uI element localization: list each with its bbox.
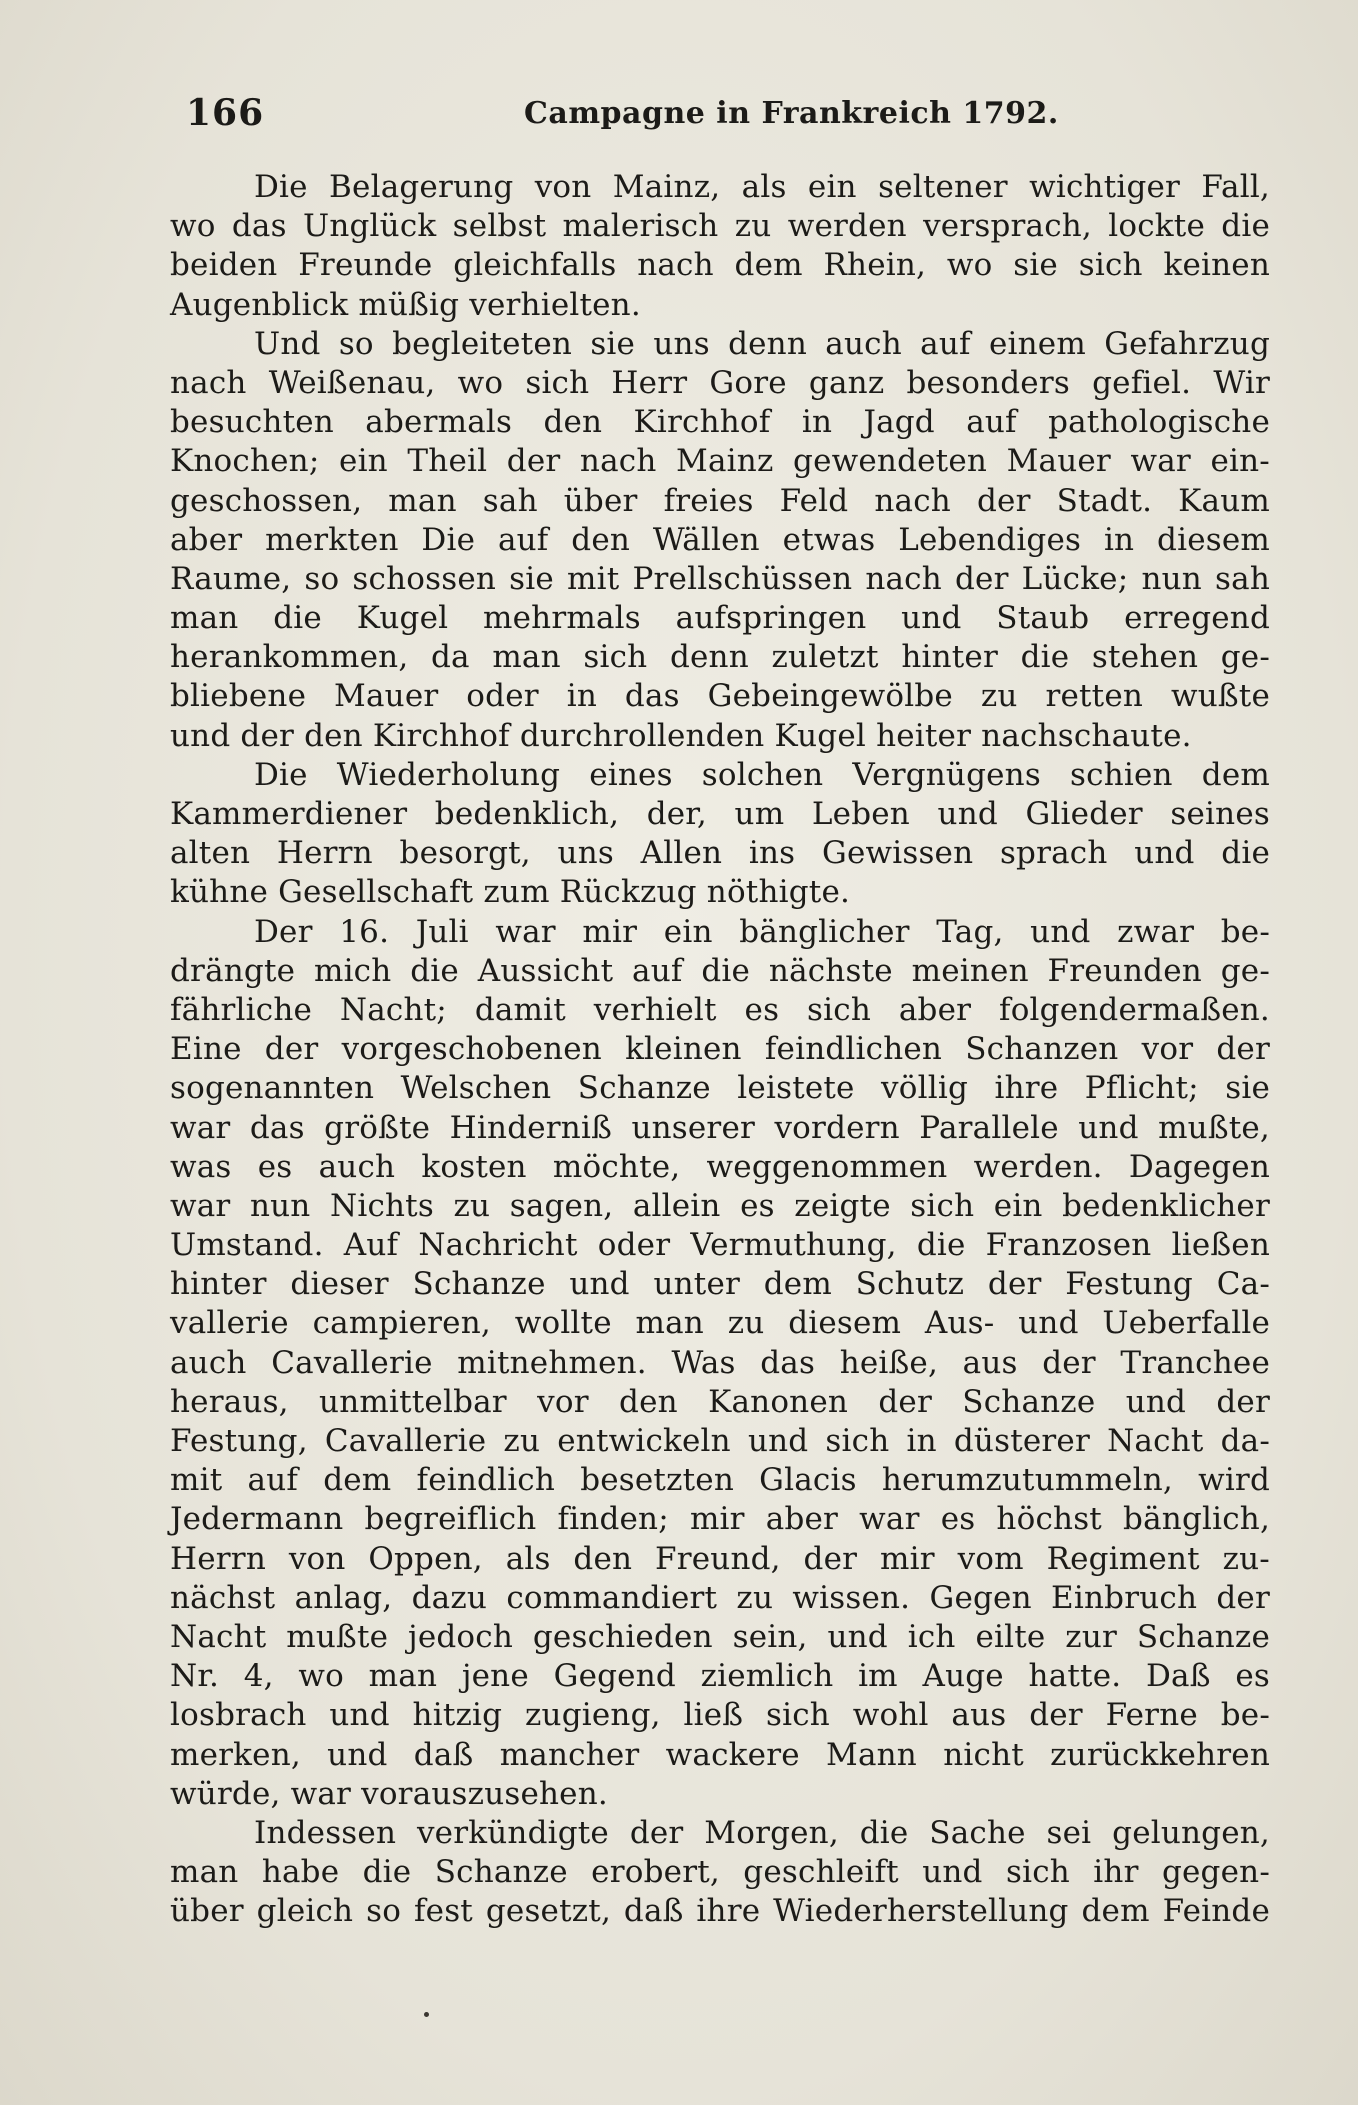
text-line: Die Wiederholung eines solchen Vergnügens schien dem	[254, 756, 1270, 793]
text-line: Nacht mußte jedoch geschieden sein, und ich eilte zur Schanze	[170, 1618, 1270, 1655]
text-line: herankommen, da man sich denn zuletzt hinter die stehen ge-	[170, 639, 1270, 676]
text-line: beiden Freunde gleichfalls nach dem Rhein, wo sie sich keinen	[170, 247, 1270, 284]
text-line: wo das Unglück selbst malerisch zu werden versprach, lockte die	[170, 208, 1270, 245]
text-line: war das größte Hinderniß unserer vordern Parallele und mußte,	[170, 1109, 1270, 1146]
text-line: Indessen verkündigte der Morgen, die Sache sei gelungen,	[254, 1814, 1270, 1851]
text-line: drängte mich die Aussicht auf die nächste meinen Freunden ge-	[170, 952, 1270, 989]
text-line: Und so begleiteten sie uns denn auch auf einem Gefahrzug	[254, 325, 1270, 362]
page-header	[186, 92, 1266, 136]
text-line: besuchten abermals den Kirchhof in Jagd auf pathologische	[170, 404, 1270, 441]
text-line: bliebene Mauer oder in das Gebeingewölbe zu retten wußte	[170, 678, 1270, 715]
text-line: würde, war vorauszusehen.	[170, 1775, 608, 1812]
text-line: nächst anlag, dazu commandiert zu wissen. Gegen Einbruch der	[170, 1579, 1270, 1616]
text-line: und der den Kirchhof durchrollenden Kugel heiter nachschaute.	[170, 717, 1192, 754]
text-line: man habe die Schanze erobert, geschleift und sich ihr gegen-	[170, 1854, 1270, 1891]
text-line: Kammerdiener bedenklich, der, um Leben und Glieder seines	[170, 796, 1270, 832]
paragraph	[170, 913, 1270, 1814]
text-line: Herrn von Oppen, als den Freund, der mir vom Regiment zu-	[170, 1540, 1270, 1577]
running-head: Campagne in Frankreich 1792.	[524, 96, 1059, 131]
text-line: man die Kugel mehrmals aufspringen und Staub erregend	[170, 600, 1270, 637]
text-line: Der 16. Juli war mir ein bänglicher Tag, und zwar be-	[254, 913, 1270, 950]
paragraph	[170, 168, 1270, 325]
text-line: alten Herrn besorgt, uns Allen ins Gewissen sprach und die	[170, 835, 1270, 872]
text-line: vallerie campieren, wollte man zu diesem Aus- und Ueberfalle	[170, 1305, 1270, 1342]
text-line: losbrach und hitzig zugieng, ließ sich wohl aus der Ferne be-	[170, 1697, 1270, 1734]
text-line: sogenannten Welschen Schanze leistete völlig ihre Pflicht; sie	[170, 1070, 1270, 1107]
text-line: merken, und daß mancher wackere Mann nicht zurückkehren	[170, 1736, 1270, 1773]
text-line: was es auch kosten möchte, weggenommen werden. Dagegen	[170, 1148, 1270, 1185]
text-line: hinter dieser Schanze und unter dem Schutz der Festung Ca-	[170, 1266, 1270, 1303]
text-line: aber merkten Die auf den Wällen etwas Lebendiges in diesem	[170, 521, 1270, 558]
paragraph	[170, 1814, 1270, 1932]
text-line: auch Cavallerie mitnehmen. Was das heiße, aus der Tranchee	[170, 1344, 1270, 1381]
paragraph	[170, 756, 1270, 913]
text-line: über gleich so fest gesetzt, daß ihre Wiederherstellung dem Feinde	[170, 1893, 1270, 1930]
text-line: Eine der vorgeschobenen kleinen feindlichen Schanzen vor der	[170, 1031, 1270, 1068]
text-line: Festung, Cavallerie zu entwickeln und sich in düsterer Nacht da-	[170, 1423, 1270, 1459]
text-line: mit auf dem feindlich besetzten Glacis herumzutummeln, wird	[170, 1462, 1270, 1499]
text-line: Umstand. Auf Nachricht oder Vermuthung, die Franzosen ließen	[170, 1227, 1270, 1264]
text-line: Augenblick müßig verhielten.	[170, 286, 641, 323]
text-line: heraus, unmittelbar vor den Kanonen der Schanze und der	[170, 1383, 1270, 1420]
text-line: Nr. 4, wo man jene Gegend ziemlich im Auge hatte. Daß es	[170, 1658, 1270, 1695]
text-line: geschossen, man sah über freies Feld nach der Stadt. Kaum	[170, 482, 1270, 519]
page-body	[170, 168, 1270, 1931]
text-line: war nun Nichts zu sagen, allein es zeigte sich ein bedenklicher	[170, 1187, 1270, 1224]
print-speck	[424, 2012, 429, 2017]
text-line: Knochen; ein Theil der nach Mainz gewendeten Mauer war ein-	[170, 443, 1270, 480]
text-line: Raume, so schossen sie mit Prellschüssen nach der Lücke; nun sah	[170, 560, 1270, 597]
text-line: kühne Gesellschaft zum Rückzug nöthigte.	[170, 874, 851, 911]
page-number: 166	[186, 92, 265, 134]
text-line: Die Belagerung von Mainz, als ein seltener wichtiger Fall,	[254, 169, 1270, 205]
paragraph	[170, 325, 1270, 756]
text-line: nach Weißenau, wo sich Herr Gore ganz besonders gefiel. Wir	[170, 364, 1270, 401]
text-line: Jedermann begreiflich finden; mir aber war es höchst bänglich,	[170, 1501, 1270, 1538]
text-line: fährliche Nacht; damit verhielt es sich aber folgendermaßen.	[170, 991, 1270, 1028]
